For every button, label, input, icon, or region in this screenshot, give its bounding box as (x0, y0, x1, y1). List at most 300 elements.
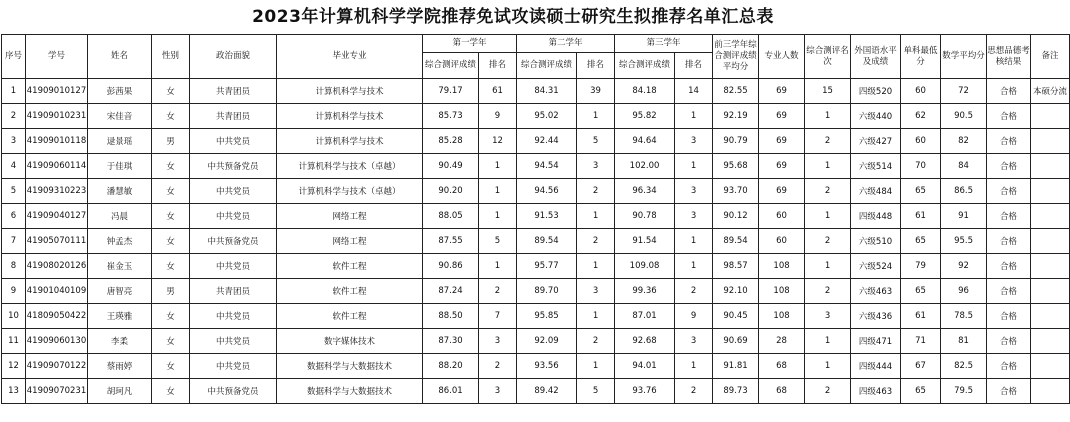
row-major-count: 68 (759, 354, 805, 379)
row-year2-score: 92.09 (517, 329, 577, 354)
row-year3-rank: 1 (675, 104, 713, 129)
row-foreign-language: 六级463 (851, 279, 901, 304)
row-foreign-language: 六级436 (851, 304, 901, 329)
row-avg-score: 93.70 (713, 179, 759, 204)
row-year1-rank: 61 (479, 79, 517, 104)
row-gender: 女 (152, 304, 190, 329)
row-political-status: 中共党员 (190, 179, 277, 204)
row-year2-rank: 2 (577, 229, 615, 254)
row-moral-result: 合格 (987, 79, 1031, 104)
row-political-status: 中共预备党员 (190, 229, 277, 254)
row-moral-result: 合格 (987, 204, 1031, 229)
row-avg-rank: 1 (805, 254, 851, 279)
recommendation-table (1, 34, 1070, 404)
row-year1-rank: 1 (479, 204, 517, 229)
row-year3-score: 94.64 (615, 129, 675, 154)
row-gender: 女 (152, 229, 190, 254)
row-year2-score: 89.42 (517, 379, 577, 404)
year1-score-header: 综合测评成绩 (423, 53, 479, 79)
row-year3-rank: 1 (675, 154, 713, 179)
row-avg-rank: 1 (805, 104, 851, 129)
row-year3-rank: 3 (675, 329, 713, 354)
row-year2-score: 94.54 (517, 154, 577, 179)
row-student-id: 41901040109 (26, 279, 88, 304)
row-avg-rank: 2 (805, 229, 851, 254)
row-min-score: 61 (901, 204, 941, 229)
row-avg-score: 90.79 (713, 129, 759, 154)
row-student-id: 41908020126 (26, 254, 88, 279)
row-name: 逯景瑶 (88, 129, 152, 154)
row-student-id: 41909010127 (26, 79, 88, 104)
row-math-avg: 86.5 (941, 179, 987, 204)
row-year3-score: 91.54 (615, 229, 675, 254)
row-remark (1031, 354, 1070, 379)
row-moral-result: 合格 (987, 179, 1031, 204)
row-remark (1031, 304, 1070, 329)
row-major-count: 68 (759, 379, 805, 404)
row-year3-score: 96.34 (615, 179, 675, 204)
row-avg-score: 95.68 (713, 154, 759, 179)
row-year2-score: 95.85 (517, 304, 577, 329)
row-math-avg: 78.5 (941, 304, 987, 329)
row-political-status: 共青团员 (190, 279, 277, 304)
row-foreign-language: 六级484 (851, 179, 901, 204)
row-year1-score: 88.20 (423, 354, 479, 379)
col-sid-header: 学号 (26, 35, 88, 79)
table-row (2, 179, 1070, 204)
year1-rank-header: 排名 (479, 53, 517, 79)
row-year2-rank: 39 (577, 79, 615, 104)
row-major-count: 69 (759, 179, 805, 204)
row-math-avg: 72 (941, 79, 987, 104)
row-avg-score: 91.81 (713, 354, 759, 379)
row-student-id: 41909010118 (26, 129, 88, 154)
col-gpa-header: 数学平均分 (941, 35, 987, 79)
page-title: 2023年计算机科学学院推荐免试攻读硕士研究生拟推荐名单汇总表 (252, 7, 774, 27)
row-student-id: 41809050422 (26, 304, 88, 329)
row-remark: 本硕分流 (1031, 79, 1070, 104)
row-student-id: 41909070231 (26, 379, 88, 404)
row-seq: 13 (2, 379, 26, 404)
row-min-score: 65 (901, 279, 941, 304)
row-year3-rank: 1 (675, 254, 713, 279)
row-major-count: 108 (759, 279, 805, 304)
row-math-avg: 81 (941, 329, 987, 354)
table-row (2, 154, 1070, 179)
row-math-avg: 91 (941, 204, 987, 229)
row-moral-result: 合格 (987, 254, 1031, 279)
row-major: 数据科学与大数据技术 (277, 379, 423, 404)
row-year1-score: 90.20 (423, 179, 479, 204)
row-year2-score: 92.44 (517, 129, 577, 154)
row-year2-score: 84.31 (517, 79, 577, 104)
row-major: 网络工程 (277, 204, 423, 229)
row-year3-rank: 3 (675, 204, 713, 229)
row-year1-score: 87.55 (423, 229, 479, 254)
row-year3-score: 92.68 (615, 329, 675, 354)
row-year3-rank: 1 (675, 354, 713, 379)
row-year2-score: 89.70 (517, 279, 577, 304)
header-row-top (2, 35, 1070, 53)
row-avg-score: 89.54 (713, 229, 759, 254)
row-remark (1031, 329, 1070, 354)
row-major: 计算机科学与技术 (277, 104, 423, 129)
row-gender: 女 (152, 254, 190, 279)
row-math-avg: 95.5 (941, 229, 987, 254)
row-moral-result: 合格 (987, 154, 1031, 179)
row-seq: 7 (2, 229, 26, 254)
row-year3-rank: 14 (675, 79, 713, 104)
row-year3-score: 94.01 (615, 354, 675, 379)
row-year2-score: 95.02 (517, 104, 577, 129)
row-student-id: 41909010231 (26, 104, 88, 129)
row-avg-score: 90.69 (713, 329, 759, 354)
row-math-avg: 90.5 (941, 104, 987, 129)
row-year3-rank: 3 (675, 129, 713, 154)
row-year1-score: 88.05 (423, 204, 479, 229)
row-major: 数据科学与大数据技术 (277, 354, 423, 379)
row-foreign-language: 六级524 (851, 254, 901, 279)
row-avg-score: 98.57 (713, 254, 759, 279)
col-year2-header: 第二学年 (517, 35, 615, 53)
col-moral-header: 思想品德考核结果 (987, 35, 1031, 79)
row-major: 数字媒体技术 (277, 329, 423, 354)
row-political-status: 共青团员 (190, 104, 277, 129)
col-year3-header: 第三学年 (615, 35, 713, 53)
row-min-score: 62 (901, 104, 941, 129)
table-row (2, 329, 1070, 354)
row-year1-score: 86.01 (423, 379, 479, 404)
row-year2-rank: 3 (577, 154, 615, 179)
col-gender-header: 性别 (152, 35, 190, 79)
row-political-status: 中共预备党员 (190, 379, 277, 404)
row-moral-result: 合格 (987, 379, 1031, 404)
row-year1-rank: 3 (479, 379, 517, 404)
row-avg-score: 90.45 (713, 304, 759, 329)
row-min-score: 61 (901, 304, 941, 329)
row-seq: 4 (2, 154, 26, 179)
row-year1-rank: 2 (479, 354, 517, 379)
row-year1-rank: 1 (479, 154, 517, 179)
row-year2-rank: 1 (577, 204, 615, 229)
row-year3-score: 93.76 (615, 379, 675, 404)
col-remark-header: 备注 (1031, 35, 1070, 79)
row-political-status: 中共党员 (190, 304, 277, 329)
row-math-avg: 82.5 (941, 354, 987, 379)
row-year1-rank: 5 (479, 229, 517, 254)
row-gender: 女 (152, 379, 190, 404)
row-name: 唐智亮 (88, 279, 152, 304)
table-row (2, 204, 1070, 229)
row-student-id: 41905070111 (26, 229, 88, 254)
row-major: 计算机科学与技术 (277, 79, 423, 104)
row-major: 网络工程 (277, 229, 423, 254)
row-remark (1031, 104, 1070, 129)
row-name: 李柔 (88, 329, 152, 354)
col-major-header: 毕业专业 (277, 35, 423, 79)
row-gender: 女 (152, 79, 190, 104)
row-seq: 2 (2, 104, 26, 129)
row-year1-score: 79.17 (423, 79, 479, 104)
row-year3-rank: 2 (675, 279, 713, 304)
row-political-status: 中共党员 (190, 354, 277, 379)
row-student-id: 41909060114 (26, 154, 88, 179)
row-foreign-language: 四级520 (851, 79, 901, 104)
row-year3-rank: 9 (675, 304, 713, 329)
row-moral-result: 合格 (987, 329, 1031, 354)
row-gender: 男 (152, 129, 190, 154)
row-avg-score: 90.12 (713, 204, 759, 229)
row-math-avg: 82 (941, 129, 987, 154)
row-name: 王瑛雅 (88, 304, 152, 329)
row-moral-result: 合格 (987, 304, 1031, 329)
col-foreign-header: 外国语水平及成绩 (851, 35, 901, 79)
table-row (2, 304, 1070, 329)
row-min-score: 65 (901, 229, 941, 254)
row-year1-score: 88.50 (423, 304, 479, 329)
row-avg-rank: 1 (805, 354, 851, 379)
row-year2-score: 93.56 (517, 354, 577, 379)
row-foreign-language: 六级514 (851, 154, 901, 179)
row-min-score: 60 (901, 79, 941, 104)
row-avg-rank: 1 (805, 204, 851, 229)
row-avg-rank: 2 (805, 279, 851, 304)
row-min-score: 60 (901, 129, 941, 154)
row-avg-rank: 15 (805, 79, 851, 104)
row-major: 软件工程 (277, 279, 423, 304)
table-row (2, 229, 1070, 254)
row-name: 崔金玉 (88, 254, 152, 279)
table-row (2, 279, 1070, 304)
row-moral-result: 合格 (987, 279, 1031, 304)
row-year2-rank: 5 (577, 379, 615, 404)
row-year1-rank: 1 (479, 254, 517, 279)
row-moral-result: 合格 (987, 354, 1031, 379)
row-year3-score: 99.36 (615, 279, 675, 304)
row-min-score: 67 (901, 354, 941, 379)
row-year2-rank: 1 (577, 104, 615, 129)
row-student-id: 41909310223 (26, 179, 88, 204)
row-gender: 女 (152, 154, 190, 179)
row-year1-score: 87.30 (423, 329, 479, 354)
row-year2-score: 89.54 (517, 229, 577, 254)
table-row (2, 379, 1070, 404)
row-political-status: 中共党员 (190, 204, 277, 229)
row-year2-rank: 3 (577, 279, 615, 304)
row-year3-score: 95.82 (615, 104, 675, 129)
row-gender: 女 (152, 179, 190, 204)
row-major-count: 108 (759, 304, 805, 329)
row-major-count: 69 (759, 154, 805, 179)
row-major: 计算机科学与技术（卓越） (277, 154, 423, 179)
row-year2-rank: 2 (577, 179, 615, 204)
row-year1-rank: 9 (479, 104, 517, 129)
row-remark (1031, 154, 1070, 179)
row-moral-result: 合格 (987, 129, 1031, 154)
row-year1-rank: 7 (479, 304, 517, 329)
row-major: 软件工程 (277, 254, 423, 279)
row-year2-rank: 1 (577, 304, 615, 329)
row-political-status: 中共党员 (190, 329, 277, 354)
row-min-score: 71 (901, 329, 941, 354)
row-year2-rank: 2 (577, 329, 615, 354)
row-year1-score: 90.49 (423, 154, 479, 179)
row-avg-rank: 1 (805, 154, 851, 179)
row-major: 计算机科学与技术 (277, 129, 423, 154)
row-avg-score: 89.73 (713, 379, 759, 404)
row-math-avg: 92 (941, 254, 987, 279)
row-year1-rank: 2 (479, 279, 517, 304)
row-political-status: 中共预备党员 (190, 154, 277, 179)
row-year2-score: 95.77 (517, 254, 577, 279)
row-foreign-language: 四级471 (851, 329, 901, 354)
row-student-id: 41909040127 (26, 204, 88, 229)
row-seq: 9 (2, 279, 26, 304)
row-name: 钟孟杰 (88, 229, 152, 254)
row-year3-score: 87.01 (615, 304, 675, 329)
row-political-status: 中共党员 (190, 254, 277, 279)
row-gender: 女 (152, 204, 190, 229)
table-row (2, 104, 1070, 129)
row-min-score: 65 (901, 379, 941, 404)
row-math-avg: 79.5 (941, 379, 987, 404)
row-moral-result: 合格 (987, 229, 1031, 254)
row-gender: 女 (152, 354, 190, 379)
row-avg-rank: 2 (805, 129, 851, 154)
row-name: 潘慧敏 (88, 179, 152, 204)
row-foreign-language: 六级510 (851, 229, 901, 254)
row-year3-score: 109.08 (615, 254, 675, 279)
row-avg-rank: 3 (805, 304, 851, 329)
row-major-count: 69 (759, 104, 805, 129)
row-year2-rank: 1 (577, 254, 615, 279)
row-math-avg: 96 (941, 279, 987, 304)
row-political-status: 共青团员 (190, 79, 277, 104)
row-seq: 3 (2, 129, 26, 154)
row-year3-score: 90.78 (615, 204, 675, 229)
row-name: 于佳琪 (88, 154, 152, 179)
row-gender: 男 (152, 279, 190, 304)
row-remark (1031, 204, 1070, 229)
col-count-header: 专业人数 (759, 35, 805, 79)
row-year2-score: 91.53 (517, 204, 577, 229)
row-year1-rank: 3 (479, 329, 517, 354)
row-year1-score: 85.28 (423, 129, 479, 154)
row-year1-score: 87.24 (423, 279, 479, 304)
row-seq: 5 (2, 179, 26, 204)
year3-score-header: 综合测评成绩 (615, 53, 675, 79)
row-min-score: 65 (901, 179, 941, 204)
row-year3-rank: 2 (675, 379, 713, 404)
row-foreign-language: 四级444 (851, 354, 901, 379)
row-remark (1031, 129, 1070, 154)
row-seq: 1 (2, 79, 26, 104)
row-major-count: 69 (759, 129, 805, 154)
row-name: 蔡雨婷 (88, 354, 152, 379)
row-min-score: 70 (901, 154, 941, 179)
row-major-count: 108 (759, 254, 805, 279)
row-min-score: 79 (901, 254, 941, 279)
col-min-score-header: 单科最低分 (901, 35, 941, 79)
row-foreign-language: 六级440 (851, 104, 901, 129)
table-row (2, 354, 1070, 379)
row-major: 软件工程 (277, 304, 423, 329)
row-remark (1031, 379, 1070, 404)
row-major-count: 60 (759, 204, 805, 229)
row-year2-rank: 1 (577, 354, 615, 379)
row-major-count: 28 (759, 329, 805, 354)
table-row (2, 254, 1070, 279)
row-year2-score: 94.56 (517, 179, 577, 204)
row-name: 宋佳音 (88, 104, 152, 129)
row-year2-rank: 5 (577, 129, 615, 154)
row-major: 计算机科学与技术（卓越） (277, 179, 423, 204)
row-name: 冯晨 (88, 204, 152, 229)
year3-rank-header: 排名 (675, 53, 713, 79)
row-avg-rank: 2 (805, 379, 851, 404)
row-seq: 11 (2, 329, 26, 354)
row-avg-score: 92.10 (713, 279, 759, 304)
row-avg-score: 92.19 (713, 104, 759, 129)
row-seq: 10 (2, 304, 26, 329)
table-body (2, 79, 1070, 404)
row-student-id: 41909070122 (26, 354, 88, 379)
row-year3-score: 102.00 (615, 154, 675, 179)
col-political-header: 政治面貌 (190, 35, 277, 79)
row-avg-rank: 1 (805, 329, 851, 354)
row-major-count: 60 (759, 229, 805, 254)
row-math-avg: 84 (941, 154, 987, 179)
row-moral-result: 合格 (987, 104, 1031, 129)
year2-rank-header: 排名 (577, 53, 615, 79)
year2-score-header: 综合测评成绩 (517, 53, 577, 79)
col-year1-header: 第一学年 (423, 35, 517, 53)
row-student-id: 41909060130 (26, 329, 88, 354)
row-political-status: 中共党员 (190, 129, 277, 154)
row-year1-rank: 1 (479, 179, 517, 204)
col-seq-header: 序号 (2, 35, 26, 79)
col-name-header: 姓名 (88, 35, 152, 79)
row-gender: 女 (152, 104, 190, 129)
row-gender: 女 (152, 329, 190, 354)
table-row (2, 129, 1070, 154)
row-remark (1031, 254, 1070, 279)
row-seq: 12 (2, 354, 26, 379)
row-year3-rank: 1 (675, 229, 713, 254)
row-remark (1031, 179, 1070, 204)
row-foreign-language: 四级448 (851, 204, 901, 229)
row-name: 彭茜果 (88, 79, 152, 104)
row-remark (1031, 279, 1070, 304)
row-year3-rank: 3 (675, 179, 713, 204)
table-row (2, 79, 1070, 104)
col-avg-rank-header: 综合测评名次 (805, 35, 851, 79)
row-foreign-language: 六级427 (851, 129, 901, 154)
row-remark (1031, 229, 1070, 254)
row-year1-score: 90.86 (423, 254, 479, 279)
col-avg-header: 前三学年综合测评成绩平均分 (713, 35, 759, 79)
row-year1-score: 85.73 (423, 104, 479, 129)
row-avg-score: 82.55 (713, 79, 759, 104)
row-name: 胡珂凡 (88, 379, 152, 404)
row-foreign-language: 四级463 (851, 379, 901, 404)
row-year3-score: 84.18 (615, 79, 675, 104)
row-seq: 8 (2, 254, 26, 279)
row-year1-rank: 12 (479, 129, 517, 154)
row-seq: 6 (2, 204, 26, 229)
row-major-count: 69 (759, 79, 805, 104)
row-avg-rank: 2 (805, 179, 851, 204)
